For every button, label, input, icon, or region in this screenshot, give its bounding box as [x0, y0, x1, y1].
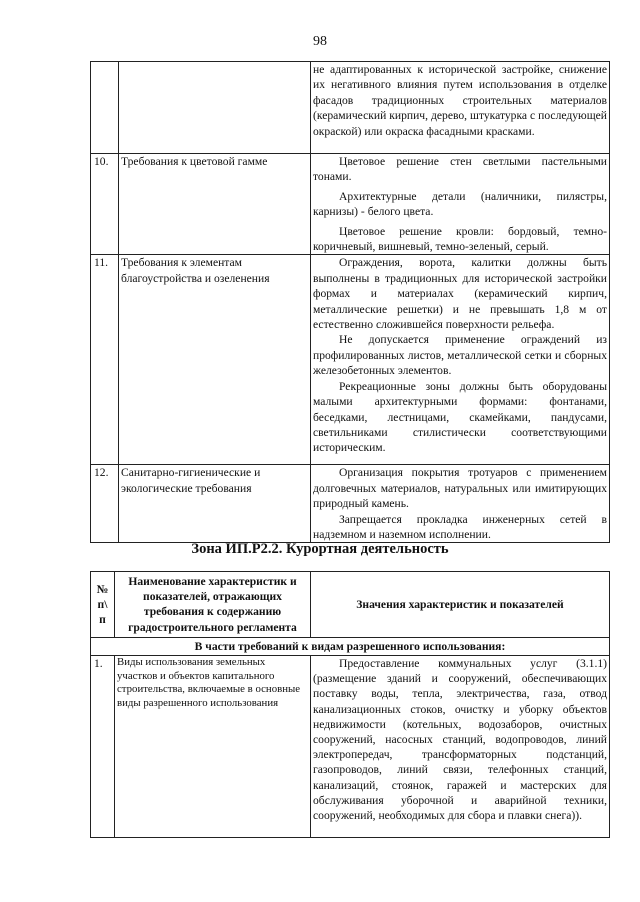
row-number: 1. [91, 656, 115, 838]
value-paragraph: Цветовое решение кровли: бордовый, темно-коричневый, вишневый, темно-зеленый, серый. [313, 224, 607, 254]
row-name: Требования к элементам благоустройства и озеленения [119, 255, 311, 465]
row-number: 10. [91, 154, 119, 255]
table-row [91, 255, 610, 465]
value-paragraph: Рекреационные зоны должны быть оборудованы малыми архитектурными формами: фонтанами, беседками, лестницами, скамейками, пандусами, светильниками стилистически соответствующими историческим. [313, 379, 607, 455]
row-name: Требования к цветовой гамме [119, 154, 311, 255]
row-value [311, 62, 610, 154]
value-paragraph: Организация покрытия тротуаров с применением долговечных материалов, натуральных или имитирующих природный камень. [313, 466, 607, 511]
table-row [91, 62, 610, 154]
zone-title: Зона ИП.Р2.2. Курортная деятельность [191, 541, 449, 557]
row-name: Виды использования земельных участков и объектов капитального строительства, включаемые в основные виды разрешенного использования [115, 656, 311, 838]
row-name [119, 62, 311, 154]
row-value [311, 465, 610, 543]
value-paragraph: Запрещается прокладка инженерных сетей в надземном и наземном исполнении. [313, 512, 607, 542]
table-row [91, 154, 610, 255]
value-paragraph: Цветовое решение стен светлыми пастельными тонами. [313, 155, 607, 184]
value-paragraph: не адаптированных к исторической застройке, снижение их негативного влияния путем использования в отделке фасадов традиционных строительных материалов (керамический кирпич, дерево, штукатурка с последующей окраской) или окраска фасадными красками. [313, 63, 607, 138]
row-value [311, 154, 610, 255]
section-label: В части требований к видам разрешенного использования: [91, 637, 610, 655]
value-paragraph: Архитектурные детали (наличники, пилястры, карнизы) - белого цвета. [313, 189, 607, 219]
table-row [91, 656, 610, 838]
row-value [311, 255, 610, 465]
row-number: 11. [91, 255, 119, 465]
row-name: Санитарно-гигиенические и экологические требования [119, 465, 311, 543]
requirements-table-continued [90, 61, 610, 543]
header-values: Значения характеристик и показателей [311, 572, 610, 638]
section-row [91, 637, 610, 655]
zone-requirements-table [90, 571, 610, 838]
table-header-row [91, 572, 610, 638]
row-number [91, 62, 119, 154]
value-paragraph: Ограждения, ворота, калитки должны быть выполнены в традиционных для исторической застройки формах и материалах (керамический кирпич, металлические решетки) и не превышать 1,8 м от естественно сложившейся поверхности рельефа. [313, 256, 607, 332]
header-name: Наименование характеристик и показателей, отражающих требования к содержанию градостроительного регламента [115, 572, 311, 638]
value-paragraph: Предоставление коммунальных услуг (3.1.1) (размещение зданий и сооружений, обеспечивающих поставку воды, тепла, электричества, газа, отвод канализационных стоков, очистку и уборку объектов недвижимости (котельных, водозаборов, очистных сооружений, насосных станций, водопроводов, линий электропередач, трансформаторных подстанций, газопроводов, линий связи, телефонных станций, канализаций, стоянок, гаражей и мастерских для обслуживания уборочной и аварийной техники, сооружений, необходимых для сбора и плавки снега)). [313, 657, 607, 823]
header-number: № п\ п [91, 572, 115, 638]
page-number: 98 [313, 34, 327, 49]
row-number: 12. [91, 465, 119, 543]
table-row [91, 465, 610, 543]
row-value [311, 656, 610, 838]
value-paragraph: Не допускается применение ограждений из профилированных листов, металлической сетки и сборных железобетонных элементов. [313, 333, 607, 378]
